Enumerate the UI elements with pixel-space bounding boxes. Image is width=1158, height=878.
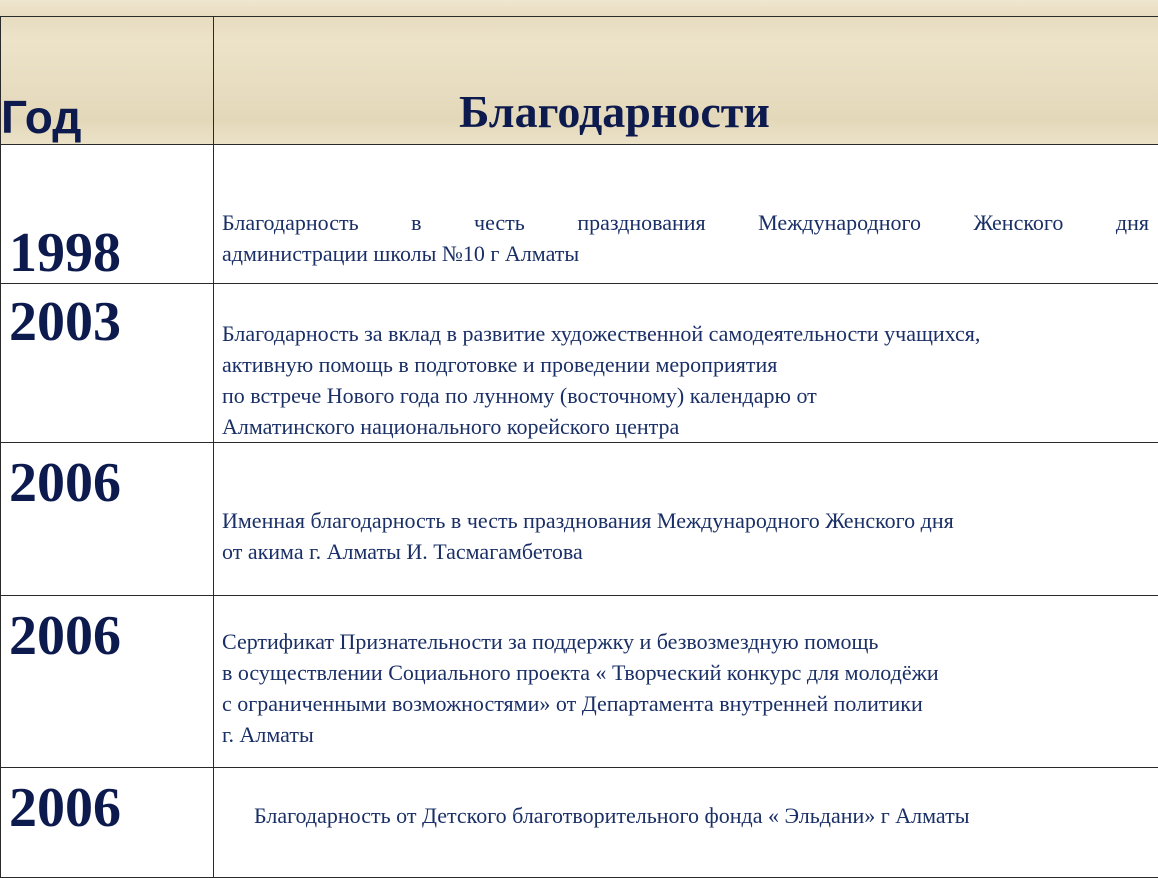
row-line: Алматинского национального корейского центра [222, 411, 1149, 442]
row-description [214, 596, 1158, 768]
row-year: 1998 [1, 145, 214, 284]
row-year: 2006 [1, 596, 214, 768]
header-thanks: Благодарности [214, 17, 1158, 145]
row-description [214, 284, 1158, 443]
row-year: 2006 [1, 768, 214, 878]
row-year: 2003 [1, 284, 214, 443]
table-row [1, 596, 1158, 768]
thanks-table [0, 16, 1158, 878]
row-line: в осуществлении Социального проекта « Творческий конкурс для молодёжи [222, 657, 1149, 688]
row-description [214, 768, 1158, 878]
row-line: Благодарность от Детского благотворительного фонда « Эльдани» г Алматы [254, 800, 1149, 831]
row-description [214, 145, 1158, 284]
table-row [1, 768, 1158, 878]
row-line: г. Алматы [222, 719, 1149, 750]
row-line: Благодарность за вклад в развитие художественной самодеятельности учащихся, [222, 318, 1149, 349]
row-line: от акима г. Алматы И. Тасмагамбетова [222, 536, 1149, 567]
row-year: 2006 [1, 443, 214, 596]
row-description [214, 443, 1158, 596]
table-row [1, 145, 1158, 284]
row-line: администрации школы №10 г Алматы [222, 238, 1149, 269]
table-row [1, 284, 1158, 443]
table-header-row [1, 17, 1158, 145]
row-line: активную помощь в подготовке и проведении мероприятия [222, 349, 1149, 380]
row-line: с ограниченными возможностями» от Департамента внутренней политики [222, 688, 1149, 719]
header-year: Год [1, 17, 214, 145]
row-line: Именная благодарность в честь празднования Международного Женского дня [222, 505, 1149, 536]
row-line: Благодарность в честь празднования Международного Женского дня [222, 207, 1149, 238]
table-row [1, 443, 1158, 596]
row-line: Сертификат Признательности за поддержку и безвозмездную помощь [222, 626, 1149, 657]
row-line: по встрече Нового года по лунному (восточному) календарю от [222, 380, 1149, 411]
